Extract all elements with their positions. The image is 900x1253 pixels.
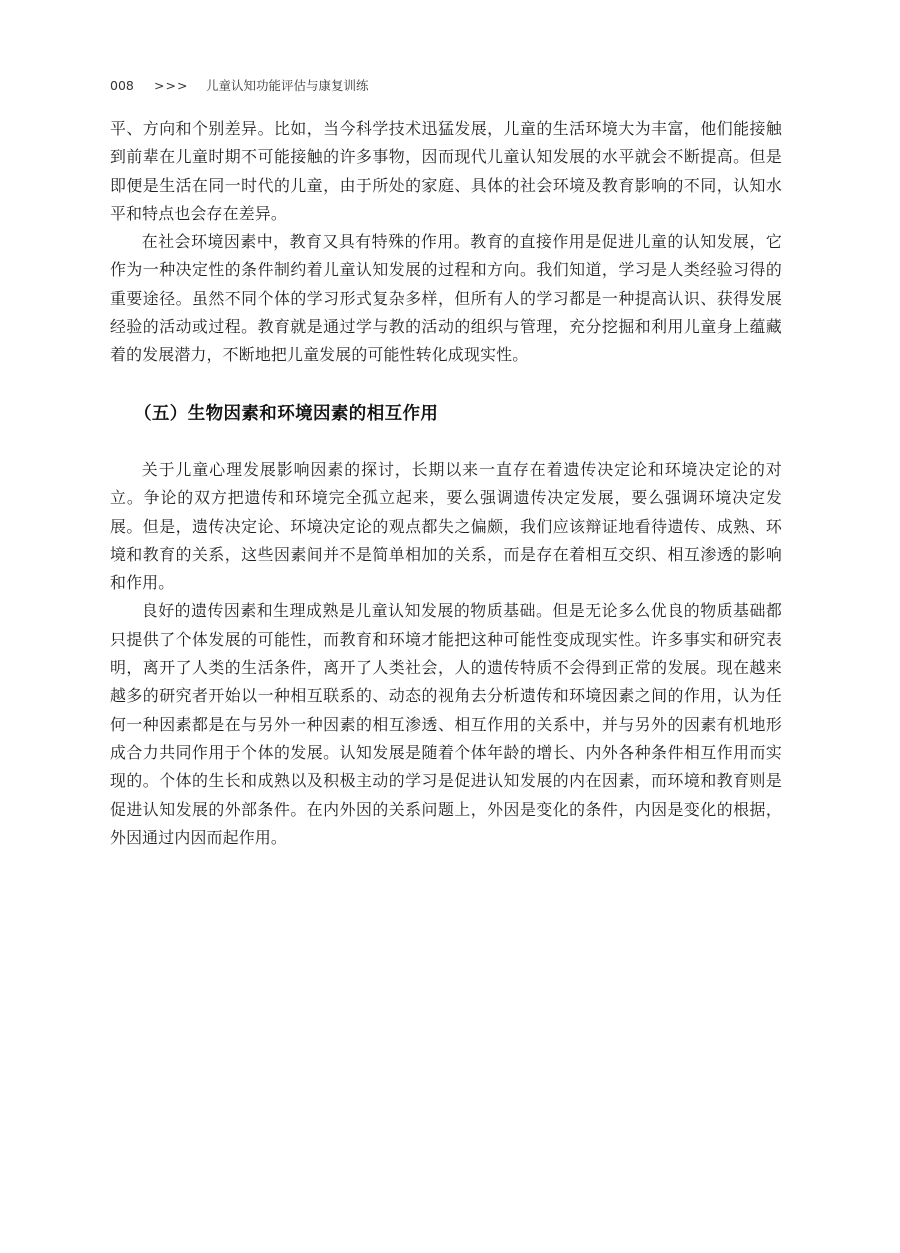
paragraph-heredity-vs-environment: 关于儿童心理发展影响因素的探讨，长期以来一直存在着遗传决定论和环境决定论的对立。争论的双方把遗传和环境完全孤立起来，要么强调遗传决定发展，要么强调环境决定发展。但是，遗传决定论、环境决定论的观点都失之偏颇，我们应该辩证地看待遗传、成熟、环境和教育的关系，这些因素间并不是简单相加的关系，而是存在着相互交织、相互渗透的影响和作用。 xyxy=(110,460,782,593)
page-number: 008 xyxy=(110,78,134,93)
body-text-block-top xyxy=(110,115,782,370)
book-title: 儿童认知功能评估与康复训练 xyxy=(206,78,369,93)
section-heading: （五）生物因素和环境因素的相互作用 xyxy=(134,404,439,424)
running-header xyxy=(110,76,369,94)
header-arrows: >>> xyxy=(154,78,189,93)
paragraph-education-role: 在社会环境因素中，教育又具有特殊的作用。教育的直接作用是促进儿童的认知发展，它作为一种决定性的条件制约着儿童认知发展的过程和方向。我们知道，学习是人类经验习得的重要途径。虽然不同个体的学习形式复杂多样，但所有人的学习都是一种提高认识、获得发展经验的活动或过程。教育就是通过学与教的活动的组织与管理，充分挖掘和利用儿童身上蕴藏着的发展潜力，不断地把儿童发展的可能性转化成现实性。 xyxy=(110,232,782,365)
paragraph-continued: 平、方向和个别差异。比如，当今科学技术迅猛发展，儿童的生活环境大为丰富，他们能接触到前辈在儿童时期不可能接触的许多事物，因而现代儿童认知发展的水平就会不断提高。但是即便是生活在同一时代的儿童，由于所处的家庭、具体的社会环境及教育影响的不同，认知水平和特点也会存在差异。 xyxy=(110,119,782,223)
body-text-block-bottom xyxy=(110,456,782,852)
paragraph-interaction: 良好的遗传因素和生理成熟是儿童认知发展的物质基础。但是无论多么优良的物质基础都只提供了个体发展的可能性，而教育和环境才能把这种可能性变成现实性。许多事实和研究表明，离开了人类的生活条件，离开了人类社会，人的遗传特质不会得到正常的发展。现在越来越多的研究者开始以一种相互联系的、动态的视角去分析遗传和环境因素之间的作用，认为任何一种因素都是在与另外一种因素的相互渗透、相互作用的关系中，并与另外的因素有机地形成合力共同作用于个体的发展。认知发展是随着个体年龄的增长、内外各种条件相互作用而实现的。个体的生长和成熟以及积极主动的学习是促进认知发展的内在因素，而环境和教育则是促进认知发展的外部条件。在内外因的关系问题上，外因是变化的条件，内因是变化的根据，外因通过内因而起作用。 xyxy=(110,601,782,847)
